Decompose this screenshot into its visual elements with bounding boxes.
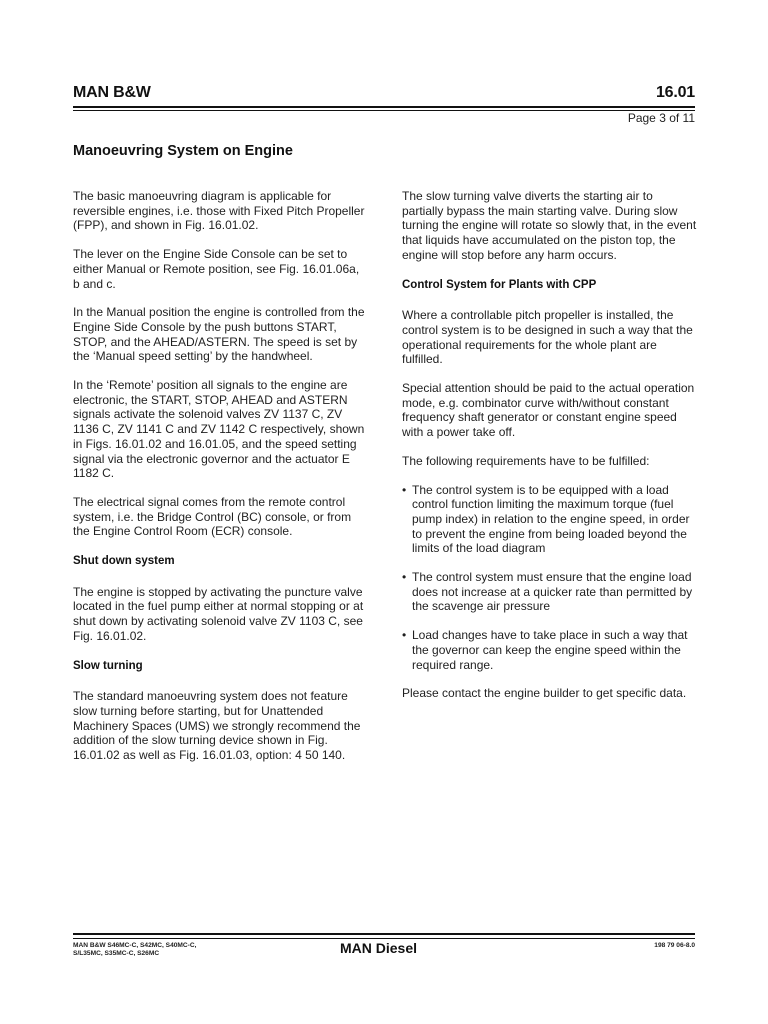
- paragraph: The electrical signal comes from the remote control system, i.e. the Bridge Control (BC) console, or from the Engine Control Room (ECR) console.: [73, 494, 352, 539]
- bullet-text: The control system is to be equipped with a load control function limiting the maximum torque (fuel pump index) in relation to the engine speed, in order to prevent the engine from being loaded beyond the limits of the load diagram: [412, 482, 690, 556]
- paragraph: Where a controllable pitch propeller is installed, the control system is to be designed in such a way that the operational requirements for the whole plant are fulfilled.: [402, 308, 693, 367]
- bullet-text: Load changes have to take place in such a way that the governor can keep the engine speed within the required range.: [412, 628, 688, 672]
- bullet-item: [402, 483, 697, 557]
- footer-company: MAN Diesel: [340, 940, 418, 956]
- page-indicator: Page 3 of 11: [627, 111, 695, 125]
- brand-header: MAN B&W: [73, 84, 151, 101]
- footer-rule-thin: [73, 938, 695, 939]
- section-heading-cpp: Control System for Plants with CPP: [402, 278, 597, 291]
- paragraph: The basic manoeuvring diagram is applicable for reversible engines, i.e. those with Fixed Pitch Propeller (FPP), and shown in Fig. 16.01.02.: [73, 189, 365, 233]
- bullet-icon: •: [402, 570, 407, 585]
- section-heading-shutdown: Shut down system: [73, 555, 175, 568]
- header-rule-thick: [73, 106, 695, 108]
- paragraph: The engine is stopped by activating the puncture valve located in the fuel pump either at normal stopping or at shut down by activating solenoid valve ZV 1103 C, see Fig. 16.01.02.: [73, 584, 364, 643]
- bullet-item: [402, 628, 697, 672]
- footer-engines-line: S/L35MC, S35MC-C, S26MC: [73, 950, 160, 957]
- paragraph: In the ‘Remote’ position all signals to the engine are electronic, the START, STOP, AHEAD and ASTERN signals activate the solenoid valves ZV 1137 C, ZV 1136 C, ZV 1141 C and ZV 1142 C respectively, shown in Figs. 16.01.02 and 16.01.05, and the speed setting signal via the electronic governor and the actuator E 1182 C.: [73, 378, 365, 481]
- paragraph: Special attention should be paid to the actual operation mode, e.g. combinator curve with/without constant frequency shaft generator or constant engine speed with a power take off.: [402, 381, 695, 440]
- footer-engine-list: [73, 942, 253, 958]
- section-heading-slow-turning: Slow turning: [73, 659, 143, 672]
- paragraph: Please contact the engine builder to get specific data.: [402, 686, 687, 701]
- bullet-text: The control system must ensure that the engine load does not increase at a quicker rate than permitted by the scavenge air pressure: [412, 570, 693, 614]
- right-column: [402, 189, 697, 715]
- section-number: 16.01: [655, 84, 695, 101]
- bullet-icon: •: [402, 482, 407, 497]
- footer-doc-code: 198 79 06-8.0: [654, 942, 695, 949]
- paragraph: The following requirements have to be fulfilled:: [402, 453, 650, 468]
- left-column: [73, 189, 365, 777]
- page-title: Manoeuvring System on Engine: [73, 143, 293, 159]
- paragraph: The lever on the Engine Side Console can be set to either Manual or Remote position, see Fig. 16.01.06a, b and c.: [73, 247, 360, 291]
- bullet-icon: •: [402, 628, 407, 643]
- header-rule-thin: [73, 110, 695, 111]
- paragraph: The standard manoeuvring system does not feature slow turning before starting, but for Unattended Machinery Spaces (UMS) we strongly recommend the addition of the slow turning device shown in Fig. 16.01.02 as well as Fig. 16.01.03, option: 4 50 140.: [73, 689, 361, 763]
- paragraph: The slow turning valve diverts the starting air to partially bypass the main starting valve. During slow turning the engine will rotate so slowly that, in the event that liquids have accumulated on the piston top, the engine will stop before any harm occurs.: [402, 189, 697, 262]
- bullet-item: [402, 570, 697, 614]
- paragraph: In the Manual position the engine is controlled from the Engine Side Console by the push buttons START, STOP, and the AHEAD/ASTERN. The speed is set by the ‘Manual speed setting’ by the handwheel.: [73, 305, 365, 364]
- footer-rule-thick: [73, 933, 695, 935]
- footer-engines-line: MAN B&W S46MC-C, S42MC, S40MC-C,: [73, 942, 197, 949]
